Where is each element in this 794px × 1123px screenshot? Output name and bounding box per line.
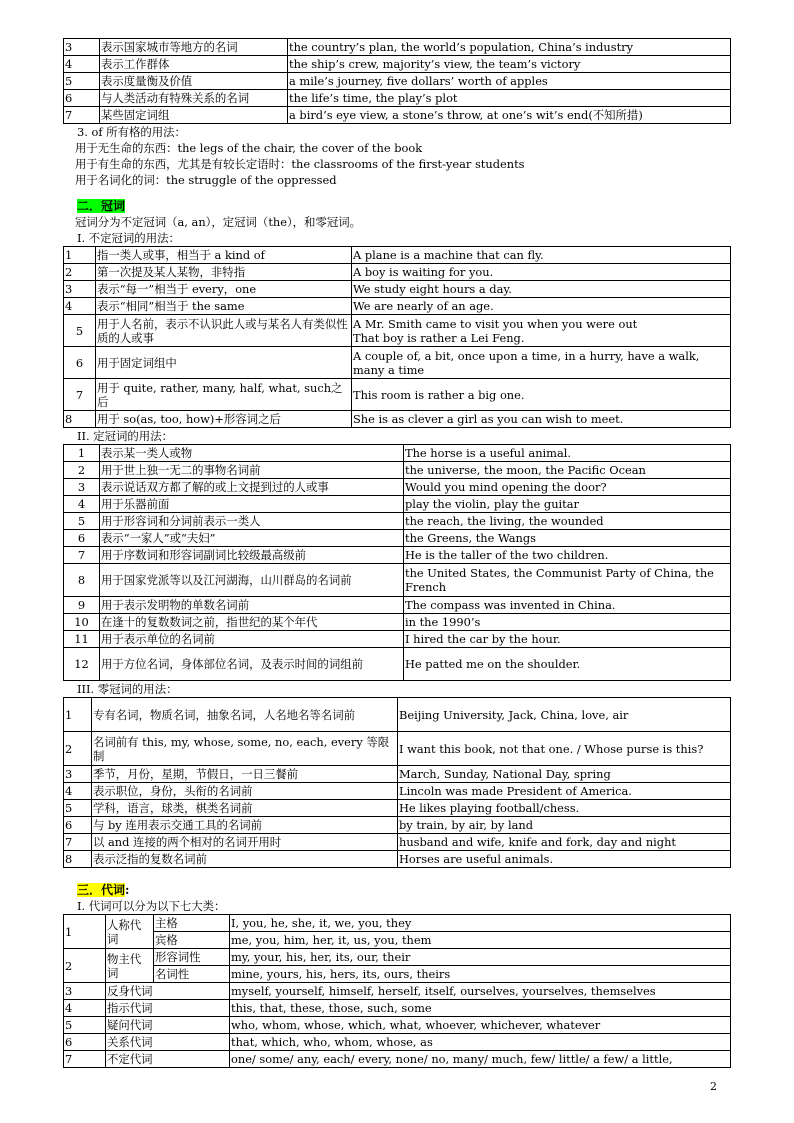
table-row: 6 关系代词 that, which, who, whom, whose, as	[64, 1034, 731, 1051]
definite-article-table	[63, 444, 731, 681]
table-row: 4 表示职位，身份，头衔的名词前 Lincoln was made President of America.	[64, 783, 731, 800]
table-row: 2 名词前有 this, my, whose, some, no, each, every 等限制 I want this book, not that one. / Whose purse is this?	[64, 732, 731, 766]
table-row: 1 表示某一类人或物 The horse is a useful animal.	[64, 445, 731, 462]
table-row: 9 用于表示发明物的单数名词前 The compass was invented in China.	[64, 597, 731, 614]
table-row: 5 学科，语言，球类，棋类名词前 He likes playing football/chess.	[64, 800, 731, 817]
of-possessive-title: 3. of 所有格的用法：	[77, 125, 186, 139]
of-line-3: 用于名词化的词：the struggle of the oppressed	[75, 173, 337, 187]
table-row: 4 用于乐器前面 play the violin, play the guitar	[64, 496, 731, 513]
table-row: 10 在逢十的复数数词之前，指世纪的某个年代 in the 1990’s	[64, 614, 731, 631]
table-row: 6 与人类活动有特殊关系的名词 the life’s time, the play’s plot	[64, 90, 731, 107]
table-row: 7 某些固定词组 a bird’s eye view, a stone’s throw, at one’s wit’s end(不知所措)	[64, 107, 731, 124]
table-row: 宾格 me, you, him, her, it, us, you, them	[64, 932, 731, 949]
pronoun-heading-text: 三．代词	[77, 883, 126, 897]
zero-article-table	[63, 697, 731, 868]
table-row: 7 用于序数词和形容词副词比较级最高级前 He is the taller of the two children.	[64, 547, 731, 564]
table-row: 1 专有名词，物质名词，抽象名词，人名地名等名词前 Beijing University, Jack, China, love, air	[64, 698, 731, 732]
table-row: 3 表示“每一”相当于 every，one We study eight hours a day.	[64, 281, 731, 298]
table-row: 3 反身代词 myself, yourself, himself, herself, itself, ourselves, yourselves, themselves	[64, 983, 731, 1000]
table-row: 7 不定代词 one/ some/ any, each/ every, none/ no, many/ much, few/ little/ a few/ a little,	[64, 1051, 731, 1068]
table-row: 2 第一次提及某人某物，非特指 A boy is waiting for you.	[64, 264, 731, 281]
table-row: 3 表示说话双方都了解的或上文提到过的人或事 Would you mind opening the door?	[64, 479, 731, 496]
table-row: 8 用于 so(as, too, how)+形容词之后 She is as clever a girl as you can wish to meet.	[64, 411, 731, 428]
table-row: 11 用于表示单位的名词前 I hired the car by the hour.	[64, 631, 731, 648]
indefinite-title: I. 不定冠词的用法：	[77, 231, 180, 245]
of-line-1: 用于无生命的东西：the legs of the chair, the cover of the book	[75, 141, 423, 155]
table-row: 8 用于国家党派等以及江河湖海，山川群岛的名词前 the United States, the Communist Party of China, the French	[64, 564, 731, 597]
article-heading-text: 二．冠词	[77, 199, 126, 213]
table-row: 5 用于人名前，表示不认识此人或与某名人有类似性质的人或事 A Mr. Smith came to visit you when you were out That boy is rather a Lei Feng.	[64, 315, 731, 347]
table-row: 名词性 mine, yours, his, hers, its, ours, theirs	[64, 966, 731, 983]
pronoun-title: I. 代词可以分为以下七大类：	[77, 899, 226, 913]
of-line-2: 用于有生命的东西，尤其是有较长定语时：the classrooms of the first-year students	[75, 157, 525, 171]
table-row: 6 与 by 连用表示交通工具的名词前 by train, by air, by land	[64, 817, 731, 834]
table-row: 4 指示代词 this, that, these, those, such, some	[64, 1000, 731, 1017]
page-number: 2	[710, 1080, 717, 1093]
table-row: 5 用于形容词和分词前表示一类人 the reach, the living, the wounded	[64, 513, 731, 530]
section-heading-article	[63, 198, 731, 214]
table-row: 3 季节，月份，星期，节假日，一日三餐前 March, Sunday, National Day, spring	[64, 766, 731, 783]
table-row: 6 表示“一家人”或“夫妇” the Greens, the Wangs	[64, 530, 731, 547]
pronoun-table	[63, 914, 731, 1068]
zero-title: III. 零冠词的用法：	[77, 682, 178, 696]
table-row: 3 表示国家城市等地方的名词 the country’s plan, the world’s population, China’s industry	[64, 39, 731, 56]
table-row: 5 疑问代词 who, whom, whose, which, what, whoever, whichever, whatever	[64, 1017, 731, 1034]
table-row: 2 物主代词 形容词性 my, your, his, her, its, our, their	[64, 949, 731, 966]
table-row: 6 用于固定词组中 A couple of, a bit, once upon a time, in a hurry, have a walk, many a time	[64, 347, 731, 379]
table-row: 8 表示泛指的复数名词前 Horses are useful animals.	[64, 851, 731, 868]
table-row: 1 人称代词 主格 I, you, he, she, it, we, you, they	[64, 915, 731, 932]
table-row: 4 表示“相同”相当于 the same We are nearly of an age.	[64, 298, 731, 315]
indefinite-article-table	[63, 246, 731, 428]
table-row: 4 表示工作群体 the ship’s crew, majority’s view, the team’s victory	[64, 56, 731, 73]
table-row: 2 用于世上独一无二的事物名词前 the universe, the moon, the Pacific Ocean	[64, 462, 731, 479]
table-row: 1 指一类人或事，相当于 a kind of A plane is a machine that can fly.	[64, 247, 731, 264]
possessive-table	[63, 38, 731, 124]
document-page	[63, 38, 731, 1068]
table-row: 12 用于方位名词，身体部位名词，及表示时间的词组前 He patted me on the shoulder.	[64, 648, 731, 681]
section-heading-pronoun: 三．代词:	[77, 883, 130, 897]
definite-title: II. 定冠词的用法：	[77, 429, 173, 443]
table-row: 7 用于 quite, rather, many, half, what, such之后 This room is rather a big one.	[64, 379, 731, 411]
table-row: 5 表示度量衡及价值 a mile’s journey, five dollars’ worth of apples	[64, 73, 731, 90]
article-intro: 冠词分为不定冠词（a, an），定冠词（the），和零冠词。	[75, 215, 362, 229]
table-row: 7 以 and 连接的两个相对的名词开用时 husband and wife, knife and fork, day and night	[64, 834, 731, 851]
